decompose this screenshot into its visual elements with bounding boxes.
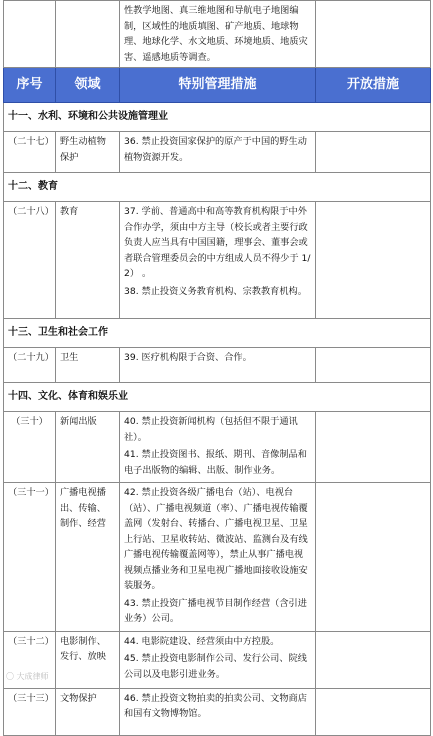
- measure-item: 44. 电影院建设、经营须由中方控股。: [124, 635, 280, 647]
- section-title: 十一、水利、环境和公共设施管理业: [4, 103, 431, 132]
- row-measures: [120, 132, 316, 173]
- section-row: [4, 319, 431, 348]
- table-body: [4, 1, 431, 736]
- row-seq: （三十一）: [4, 483, 56, 632]
- row-seq: （二十八）: [4, 202, 56, 319]
- continuation-row: [4, 1, 431, 68]
- continuation-text: 性教学地图、真三维地图和导航电子地图编制，区域性的地质填图、矿产地质、地球物理、地球化学、水文地质、环境地质、地质灾害、遥感地质等调查。: [120, 1, 316, 68]
- table-row: [4, 631, 431, 688]
- table-header: [4, 68, 431, 103]
- measure-item: 43. 禁止投资广播电视节目制作经营（含引进业务）公司。: [124, 597, 307, 624]
- row-measures: [120, 483, 316, 632]
- table-row: [4, 688, 431, 735]
- table-row: [4, 132, 431, 173]
- header-open: 开放措施: [316, 68, 431, 103]
- row-open: [316, 412, 431, 483]
- section-title: 十三、卫生和社会工作: [4, 319, 431, 348]
- measure-item: 40. 禁止投资新闻机构（包括但不限于通讯社）。: [124, 416, 298, 443]
- section-row: [4, 383, 431, 412]
- row-measures: [120, 412, 316, 483]
- row-field: 野生动植物保护: [56, 132, 120, 173]
- measure-item: 39. 医疗机构限于合资、合作。: [124, 352, 252, 363]
- section-row: [4, 173, 431, 202]
- continuation-empty-field: [56, 1, 120, 68]
- measure-item: 42. 禁止投资各级广播电台（站）、电视台（站）、广播电视频道（率）、广播电视传输覆盖网（发射台、转播台、广播电视卫星、卫星上行站、卫星收转站、微波站、监测台及有线广播电视传输覆盖网等），禁止从事广播电视视频点播业务和卫星电视广播地面接收设施安装服务。: [124, 487, 308, 591]
- measure-item: 37. 学前、普通高中和高等教育机构限于中外合作办学，须由中方主导（校长或者主要行政负责人应当具有中国国籍，理事会、董事会或者联合管理委员会的中方组成人员不得少于 1/2） 。: [124, 206, 311, 279]
- row-seq: （二十七）: [4, 132, 56, 173]
- header-measures: 特别管理措施: [120, 68, 316, 103]
- measure-item: 41. 禁止投资图书、报纸、期刊、音像制品和电子出版物的编辑、出版、制作业务。: [124, 449, 307, 476]
- row-seq: （二十九）: [4, 348, 56, 383]
- section-title: 十四、文化、体育和娱乐业: [4, 383, 431, 412]
- row-open: [316, 688, 431, 735]
- row-open: [316, 631, 431, 688]
- row-field: 文物保护: [56, 688, 120, 735]
- row-open: [316, 132, 431, 173]
- row-open: [316, 202, 431, 319]
- document-page: [3, 0, 430, 736]
- negative-list-table: [3, 0, 431, 736]
- measure-item: 46. 禁止投资文物拍卖的拍卖公司、文物商店和国有文物博物馆。: [124, 692, 307, 719]
- table-row: [4, 412, 431, 483]
- row-field: 教育: [56, 202, 120, 319]
- continuation-empty-no: [4, 1, 56, 68]
- table-row: [4, 483, 431, 632]
- row-field: 新闻出版: [56, 412, 120, 483]
- row-seq: （三十二）: [4, 631, 56, 688]
- section-title: 十二、教育: [4, 173, 431, 202]
- row-seq: （三十）: [4, 412, 56, 483]
- measure-item: 38. 禁止投资义务教育机构、宗教教育机构。: [124, 285, 307, 297]
- table-row: [4, 348, 431, 383]
- measure-item: 36. 禁止投资国家保护的原产于中国的野生动植物资源开发。: [124, 136, 307, 163]
- header-field: 领域: [56, 68, 120, 103]
- row-field: 广播电视播出、传输、制作、经营: [56, 483, 120, 632]
- row-field: 卫生: [56, 348, 120, 383]
- header-seq: 序号: [4, 68, 56, 103]
- row-measures: [120, 688, 316, 735]
- section-row: [4, 103, 431, 132]
- row-measures: [120, 202, 316, 319]
- continuation-empty-open: [316, 1, 431, 68]
- measure-item: 45. 禁止投资电影制作公司、发行公司、院线公司以及电影引进业务。: [124, 653, 307, 680]
- row-open: [316, 483, 431, 632]
- row-open: [316, 348, 431, 383]
- row-seq: （三十三）: [4, 688, 56, 735]
- row-field: 电影制作、发行、放映: [56, 631, 120, 688]
- table-row: [4, 202, 431, 319]
- row-measures: [120, 348, 316, 383]
- row-measures: [120, 631, 316, 688]
- watermark: 〇 大成律师: [6, 672, 49, 681]
